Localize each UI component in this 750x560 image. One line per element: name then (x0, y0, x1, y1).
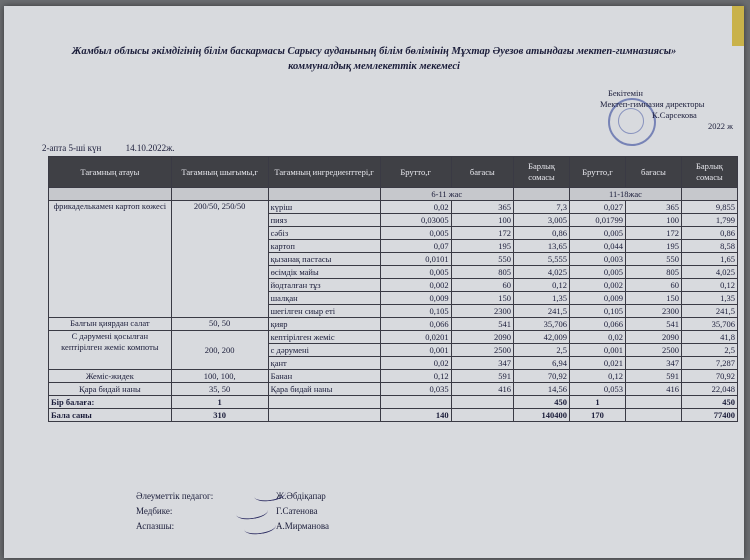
sum-2: 241,5 (681, 305, 737, 318)
sum-1: 35,706 (514, 318, 570, 331)
signature-role: Медбике: (136, 506, 173, 516)
dish-name: Жеміс-жидек (49, 370, 172, 383)
sum-1: 5,555 (514, 253, 570, 266)
per-child-a: 1 (171, 396, 268, 409)
menu-table (48, 156, 738, 422)
age-row (49, 188, 738, 201)
col-yield: Тағамның шығымы,г (171, 157, 268, 188)
signature-row (136, 504, 329, 519)
ingredient: пияз (268, 214, 380, 227)
col-ingredients: Тағамның ингредиенттері,г (268, 157, 380, 188)
gross-1: 0,0101 (380, 253, 451, 266)
sum-1: 14,56 (514, 383, 570, 396)
sum-2: 2,5 (681, 344, 737, 357)
signature-name: А.Мирманова (276, 521, 330, 531)
price-1: 195 (451, 240, 513, 253)
gross-1: 0,005 (380, 266, 451, 279)
gross-1: 0,035 (380, 383, 451, 396)
price-2: 591 (625, 370, 681, 383)
price-1: 172 (451, 227, 513, 240)
price-2: 2500 (625, 344, 681, 357)
approval-block (600, 88, 740, 132)
ingredient: шалқан (268, 292, 380, 305)
sum-1: 0,86 (514, 227, 570, 240)
sum-2: 70,92 (681, 370, 737, 383)
signature-name: Ж.Әбдіқапар (276, 491, 326, 501)
ingredient: с дәрумені (268, 344, 380, 357)
sum-2: 1,35 (681, 292, 737, 305)
document-header (4, 44, 744, 74)
sum-2: 35,706 (681, 318, 737, 331)
sum-1: 241,5 (514, 305, 570, 318)
ingredient: картоп (268, 240, 380, 253)
gross-1: 0,0201 (380, 331, 451, 344)
gross-2: 0,053 (570, 383, 626, 396)
price-1: 550 (451, 253, 513, 266)
gross-2: 0,009 (570, 292, 626, 305)
price-2: 550 (625, 253, 681, 266)
sum-2: 8,58 (681, 240, 737, 253)
signature-role: Аспазшы: (136, 521, 175, 531)
sum-2: 9,855 (681, 201, 737, 214)
signature-name: Г.Сатенова (276, 506, 318, 516)
col-sum-2: Барлық сомасы (681, 157, 737, 188)
approval-role: Мектеп-гимназия директоры (600, 99, 705, 109)
dish-name: С дәрумені қосылған кептірілген жеміс компоты (49, 331, 172, 370)
price-2: 100 (625, 214, 681, 227)
sum-1: 4,025 (514, 266, 570, 279)
sum-1: 0,12 (514, 279, 570, 292)
ingredient: қызанақ пастасы (268, 253, 380, 266)
dish-name: Балғын қиярдан салат (49, 318, 172, 331)
gross-1: 0,009 (380, 292, 451, 305)
ingredient: шегілген сиыр еті (268, 305, 380, 318)
children-b: 140 (380, 409, 451, 422)
dish-yield: 200/50, 250/50 (171, 201, 268, 318)
col-price-2: бағасы (625, 157, 681, 188)
signature-row (136, 489, 329, 504)
gross-2: 0,044 (570, 240, 626, 253)
price-1: 100 (451, 214, 513, 227)
week-day: 2-апта 5-ші күн (42, 143, 102, 153)
gross-2: 0,021 (570, 357, 626, 370)
price-1: 150 (451, 292, 513, 305)
dish-yield: 50, 50 (171, 318, 268, 331)
gross-2: 0,105 (570, 305, 626, 318)
children-e: 77400 (681, 409, 737, 422)
gross-2: 0,066 (570, 318, 626, 331)
children-count-row (49, 409, 738, 422)
col-sum: Барлық сомасы (514, 157, 570, 188)
col-price: бағасы (451, 157, 513, 188)
per-child-c: 1 (570, 396, 626, 409)
dish-yield: 100, 100, (171, 370, 268, 383)
gross-1: 0,005 (380, 227, 451, 240)
ingredient: қант (268, 357, 380, 370)
gross-1: 0,07 (380, 240, 451, 253)
header-line-2: коммуналдық мемлекеттік мекемесі (288, 61, 460, 72)
table-row (49, 383, 738, 396)
gross-1: 0,02 (380, 201, 451, 214)
signature-row (136, 519, 329, 534)
price-1: 347 (451, 357, 513, 370)
sum-1: 2,5 (514, 344, 570, 357)
menu-document (4, 6, 744, 558)
ingredient: Қара бидай наны (268, 383, 380, 396)
approval-year: 2022 ж (708, 121, 733, 131)
gross-2: 0,001 (570, 344, 626, 357)
ingredient: Банан (268, 370, 380, 383)
price-1: 60 (451, 279, 513, 292)
price-2: 805 (625, 266, 681, 279)
sum-2: 0,12 (681, 279, 737, 292)
ingredient: кептірілген жеміс (268, 331, 380, 344)
price-1: 2090 (451, 331, 513, 344)
gross-2: 0,12 (570, 370, 626, 383)
gross-2: 0,01799 (570, 214, 626, 227)
ingredient: күріш (268, 201, 380, 214)
table-row (49, 318, 738, 331)
sum-2: 7,287 (681, 357, 737, 370)
gross-2: 0,002 (570, 279, 626, 292)
sum-1: 42,009 (514, 331, 570, 344)
ingredient: йодталған тұз (268, 279, 380, 292)
sum-1: 6,94 (514, 357, 570, 370)
sum-1: 13,65 (514, 240, 570, 253)
sum-2: 1,65 (681, 253, 737, 266)
table-row (49, 370, 738, 383)
price-2: 416 (625, 383, 681, 396)
price-1: 365 (451, 201, 513, 214)
col-gross-2: Брутто,г (570, 157, 626, 188)
gross-1: 0,002 (380, 279, 451, 292)
dish-name: Қара бидай наны (49, 383, 172, 396)
sum-2: 1,799 (681, 214, 737, 227)
sum-1: 1,35 (514, 292, 570, 305)
age-group-2: 11-18жас (570, 188, 682, 201)
header-line-1: Жамбыл облысы әкімдігінің білім баскармасы Сарысу ауданының білім бөлімінің Мұхтар Әуезов атындағы мектеп-гимназиясы» (71, 46, 677, 57)
price-1: 416 (451, 383, 513, 396)
ingredient: сәбіз (268, 227, 380, 240)
gross-1: 0,105 (380, 305, 451, 318)
gross-1: 0,12 (380, 370, 451, 383)
per-child-d: 450 (681, 396, 737, 409)
gross-1: 0,02 (380, 357, 451, 370)
price-2: 172 (625, 227, 681, 240)
sum-2: 0,86 (681, 227, 737, 240)
children-a: 310 (171, 409, 268, 422)
price-1: 2500 (451, 344, 513, 357)
approval-title: Бекітемін (608, 88, 643, 98)
price-2: 2300 (625, 305, 681, 318)
sum-1: 3,005 (514, 214, 570, 227)
price-1: 591 (451, 370, 513, 383)
sum-2: 22,048 (681, 383, 737, 396)
gross-2: 0,005 (570, 266, 626, 279)
gross-2: 0,027 (570, 201, 626, 214)
price-1: 541 (451, 318, 513, 331)
sum-1: 7,3 (514, 201, 570, 214)
per-child-row (49, 396, 738, 409)
gross-2: 0,003 (570, 253, 626, 266)
price-1: 805 (451, 266, 513, 279)
price-2: 541 (625, 318, 681, 331)
col-gross: Брутто,г (380, 157, 451, 188)
per-child-b: 450 (514, 396, 570, 409)
price-2: 60 (625, 279, 681, 292)
dateline (42, 143, 197, 153)
dish-yield: 35, 50 (171, 383, 268, 396)
gross-1: 0,001 (380, 344, 451, 357)
price-2: 347 (625, 357, 681, 370)
per-child-label: Бір балаға: (49, 396, 172, 409)
menu-date: 14.10.2022ж. (125, 143, 175, 153)
col-dish: Тағамның атауы (49, 157, 172, 188)
gross-1: 0,066 (380, 318, 451, 331)
signature-role: Әлеуметтік педагог: (136, 491, 214, 501)
ingredient: өсімдік майы (268, 266, 380, 279)
sum-1: 70,92 (514, 370, 570, 383)
age-group-1: 6-11 жас (380, 188, 513, 201)
children-c: 140400 (514, 409, 570, 422)
gross-1: 0,03005 (380, 214, 451, 227)
price-2: 2090 (625, 331, 681, 344)
table-row (49, 201, 738, 214)
sum-2: 41,8 (681, 331, 737, 344)
dish-name: фрикаделькамен картоп көжесі (49, 201, 172, 318)
dish-yield: 200, 200 (171, 331, 268, 370)
gross-2: 0,02 (570, 331, 626, 344)
price-2: 195 (625, 240, 681, 253)
sum-2: 4,025 (681, 266, 737, 279)
price-2: 365 (625, 201, 681, 214)
gross-2: 0,005 (570, 227, 626, 240)
approval-name: К.Сарсекова (652, 110, 697, 120)
children-d: 170 (570, 409, 626, 422)
background-strip (732, 6, 744, 46)
price-1: 2300 (451, 305, 513, 318)
table-row (49, 331, 738, 344)
price-2: 150 (625, 292, 681, 305)
ingredient: қияр (268, 318, 380, 331)
signatures (136, 489, 329, 534)
children-label: Бала саны (49, 409, 172, 422)
